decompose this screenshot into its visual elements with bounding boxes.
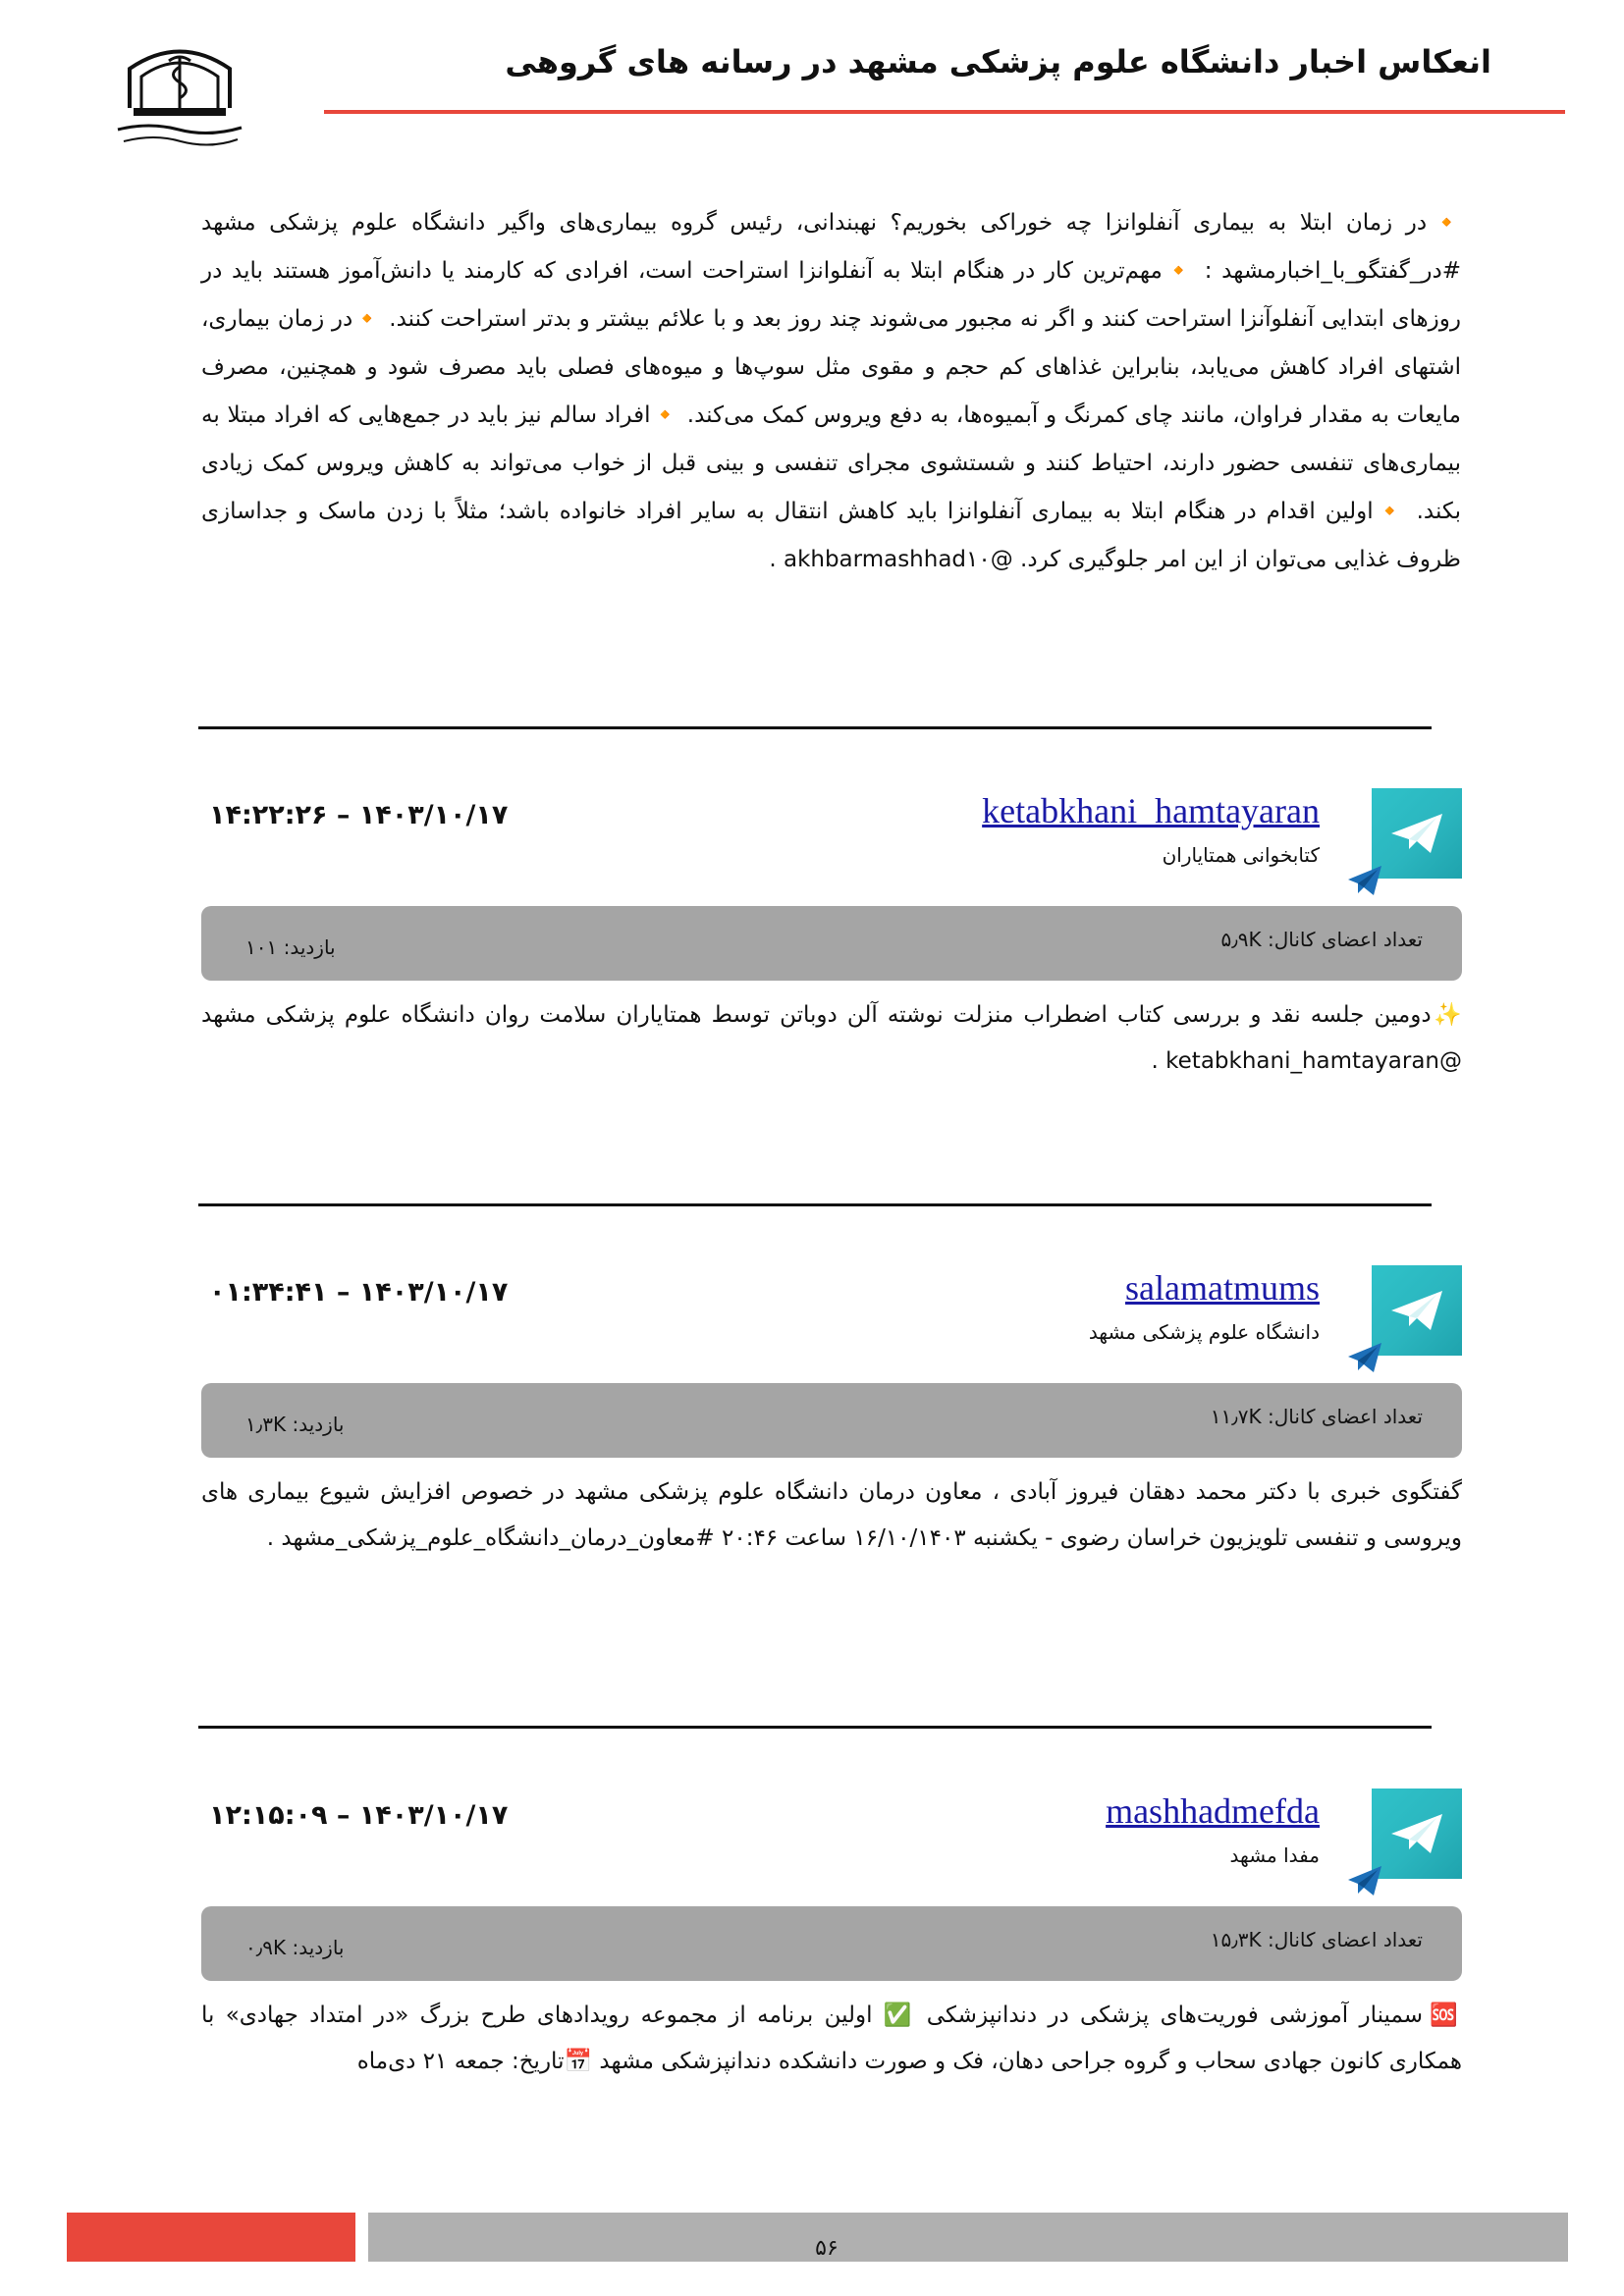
view-count: بازدید: ۱۰۱ — [245, 935, 336, 959]
footer-bar — [368, 2213, 1568, 2262]
post-body: 🆘 سمینار آموزشی فوریت‌های پزشکی در دندانپزشکی ✅ اولین برنامه از مجموعه رویدادهای طرح بزرگ «در امتداد جهادی» با همکاری کانون جهادی سحاب و گروه جراحی دهان، فک و صورت دانشکده دندانپزشکی مشهد 📅تاریخ: جمعه ۲۱ دی‌ماه — [201, 2002, 1462, 2074]
stats-bar — [201, 906, 1462, 981]
telegram-icon[interactable] — [1372, 1789, 1462, 1879]
channel-handle-link[interactable]: salamatmums — [1125, 1268, 1320, 1308]
view-count: بازدید: ۱٫۳K — [245, 1413, 345, 1436]
post-body: گفتگوی خبری با دکتر محمد دهقان فیروز آبادی ، معاون درمان دانشگاه علوم پزشکی مشهد در خصوص افزایش شیوع بیماری های ویروسی و تنفسی تلویزیون خراسان رضوی - یکشنبه ۱۶/۱۰/۱۴۰۳ ساعت ۲۰:۴۶ #معاون_درمان_دانشگاه_علوم_پزشکی_مشهد . — [201, 1479, 1462, 1551]
telegram-icon[interactable] — [1372, 788, 1462, 879]
post-separator — [198, 726, 1432, 729]
page-number: ۵۶ — [815, 2236, 839, 2261]
university-logo — [110, 39, 249, 167]
stats-bar — [201, 1383, 1462, 1458]
post-timestamp: ۱۴۰۳/۱۰/۱۷ – ۱۴:۲۲:۲۶ — [209, 800, 509, 830]
post-separator — [198, 1726, 1432, 1729]
post-separator — [198, 1203, 1432, 1206]
stats-bar — [201, 1906, 1462, 1981]
telegram-icon[interactable] — [1372, 1265, 1462, 1356]
paper-plane-icon — [1346, 1341, 1383, 1374]
paper-plane-icon — [1346, 864, 1383, 897]
channel-name: کتابخوانی همتایاران — [1162, 843, 1320, 867]
channel-name: دانشگاه علوم پزشکی مشهد — [1088, 1320, 1320, 1344]
view-count: بازدید: ۰٫۹K — [245, 1936, 345, 1959]
post-timestamp: ۱۴۰۳/۱۰/۱۷ – ۰۱:۳۴:۴۱ — [209, 1277, 509, 1308]
page-title: انعکاس اخبار دانشگاه علوم پزشکی مشهد در رسانه های گروهی — [505, 43, 1491, 80]
post-timestamp: ۱۴۰۳/۱۰/۱۷ – ۱۲:۱۵:۰۹ — [209, 1800, 509, 1831]
member-count: تعداد اعضای کانال: ۱۵٫۳K — [1210, 1928, 1423, 1951]
member-count: تعداد اعضای کانال: ۵٫۹K — [1220, 928, 1423, 951]
post-body: ✨دومین جلسه نقد و بررسی کتاب اضطراب منزلت نوشته آلن دوباتن توسط همتایاران سلامت روان دانشگاه علوم پزشکی مشهد @ketabkhani_hamtayaran . — [201, 1002, 1462, 1074]
member-count: تعداد اعضای کانال: ۱۱٫۷K — [1210, 1405, 1423, 1428]
article-body: 🔸در زمان ابتلا به بیماری آنفلوانزا چه خوراکی بخوریم؟ نهبندانی، رئیس گروه بیماری‌های واگیر دانشگاه علوم پزشکی مشهد #در_گفتگو_با_اخبارمشهد : 🔸مهم‌ترین کار در هنگام ابتلا به آنفلوانزا استراحت است، افرادی که کارمند یا دانش‌آموز هستند باید در روزهای ابتدایی آنفلوآنزا استراحت کنند و اگر نه مجبور می‌شوند چند روز بعد و با علائم بیشتر و بدتر استراحت کنند. 🔸در زمان بیماری، اشتهای افراد کاهش می‌یابد، بنابراین غذاهای کم حجم و مقوی مثل سوپ‌ها و میوه‌های فصلی باید مصرف شود و همچنین، مصرف مایعات به مقدار فراوان، مانند چای کمرنگ و آبمیوه‌ها، به دفع ویروس کمک می‌کند. 🔸افراد سالم نیز باید در جمع‌هایی که افراد مبتلا به بیماری‌های تنفسی حضور دارند، احتیاط کنند و شستشوی مجرای تنفسی و بینی قبل از خواب می‌تواند به کاهش ویروس کمک زیادی بکند. 🔸اولین اقدام در هنگام ابتلا به بیماری آنفلوانزا باید کاهش انتقال به سایر افراد خانواده باشد؛ مثلاً با زدن ماسک و جداسازی ظروف غذایی می‌توان از این امر جلوگیری کرد. @akhbarmashhad۱۰ . — [201, 210, 1461, 572]
channel-handle-link[interactable]: ketabkhani_hamtayaran — [982, 791, 1320, 830]
paper-plane-icon — [1346, 1864, 1383, 1897]
channel-handle-link[interactable]: mashhadmefda — [1106, 1791, 1320, 1831]
channel-name: مفدا مشهد — [1229, 1843, 1320, 1867]
footer-accent-bar — [67, 2213, 355, 2262]
header-divider — [324, 110, 1565, 114]
